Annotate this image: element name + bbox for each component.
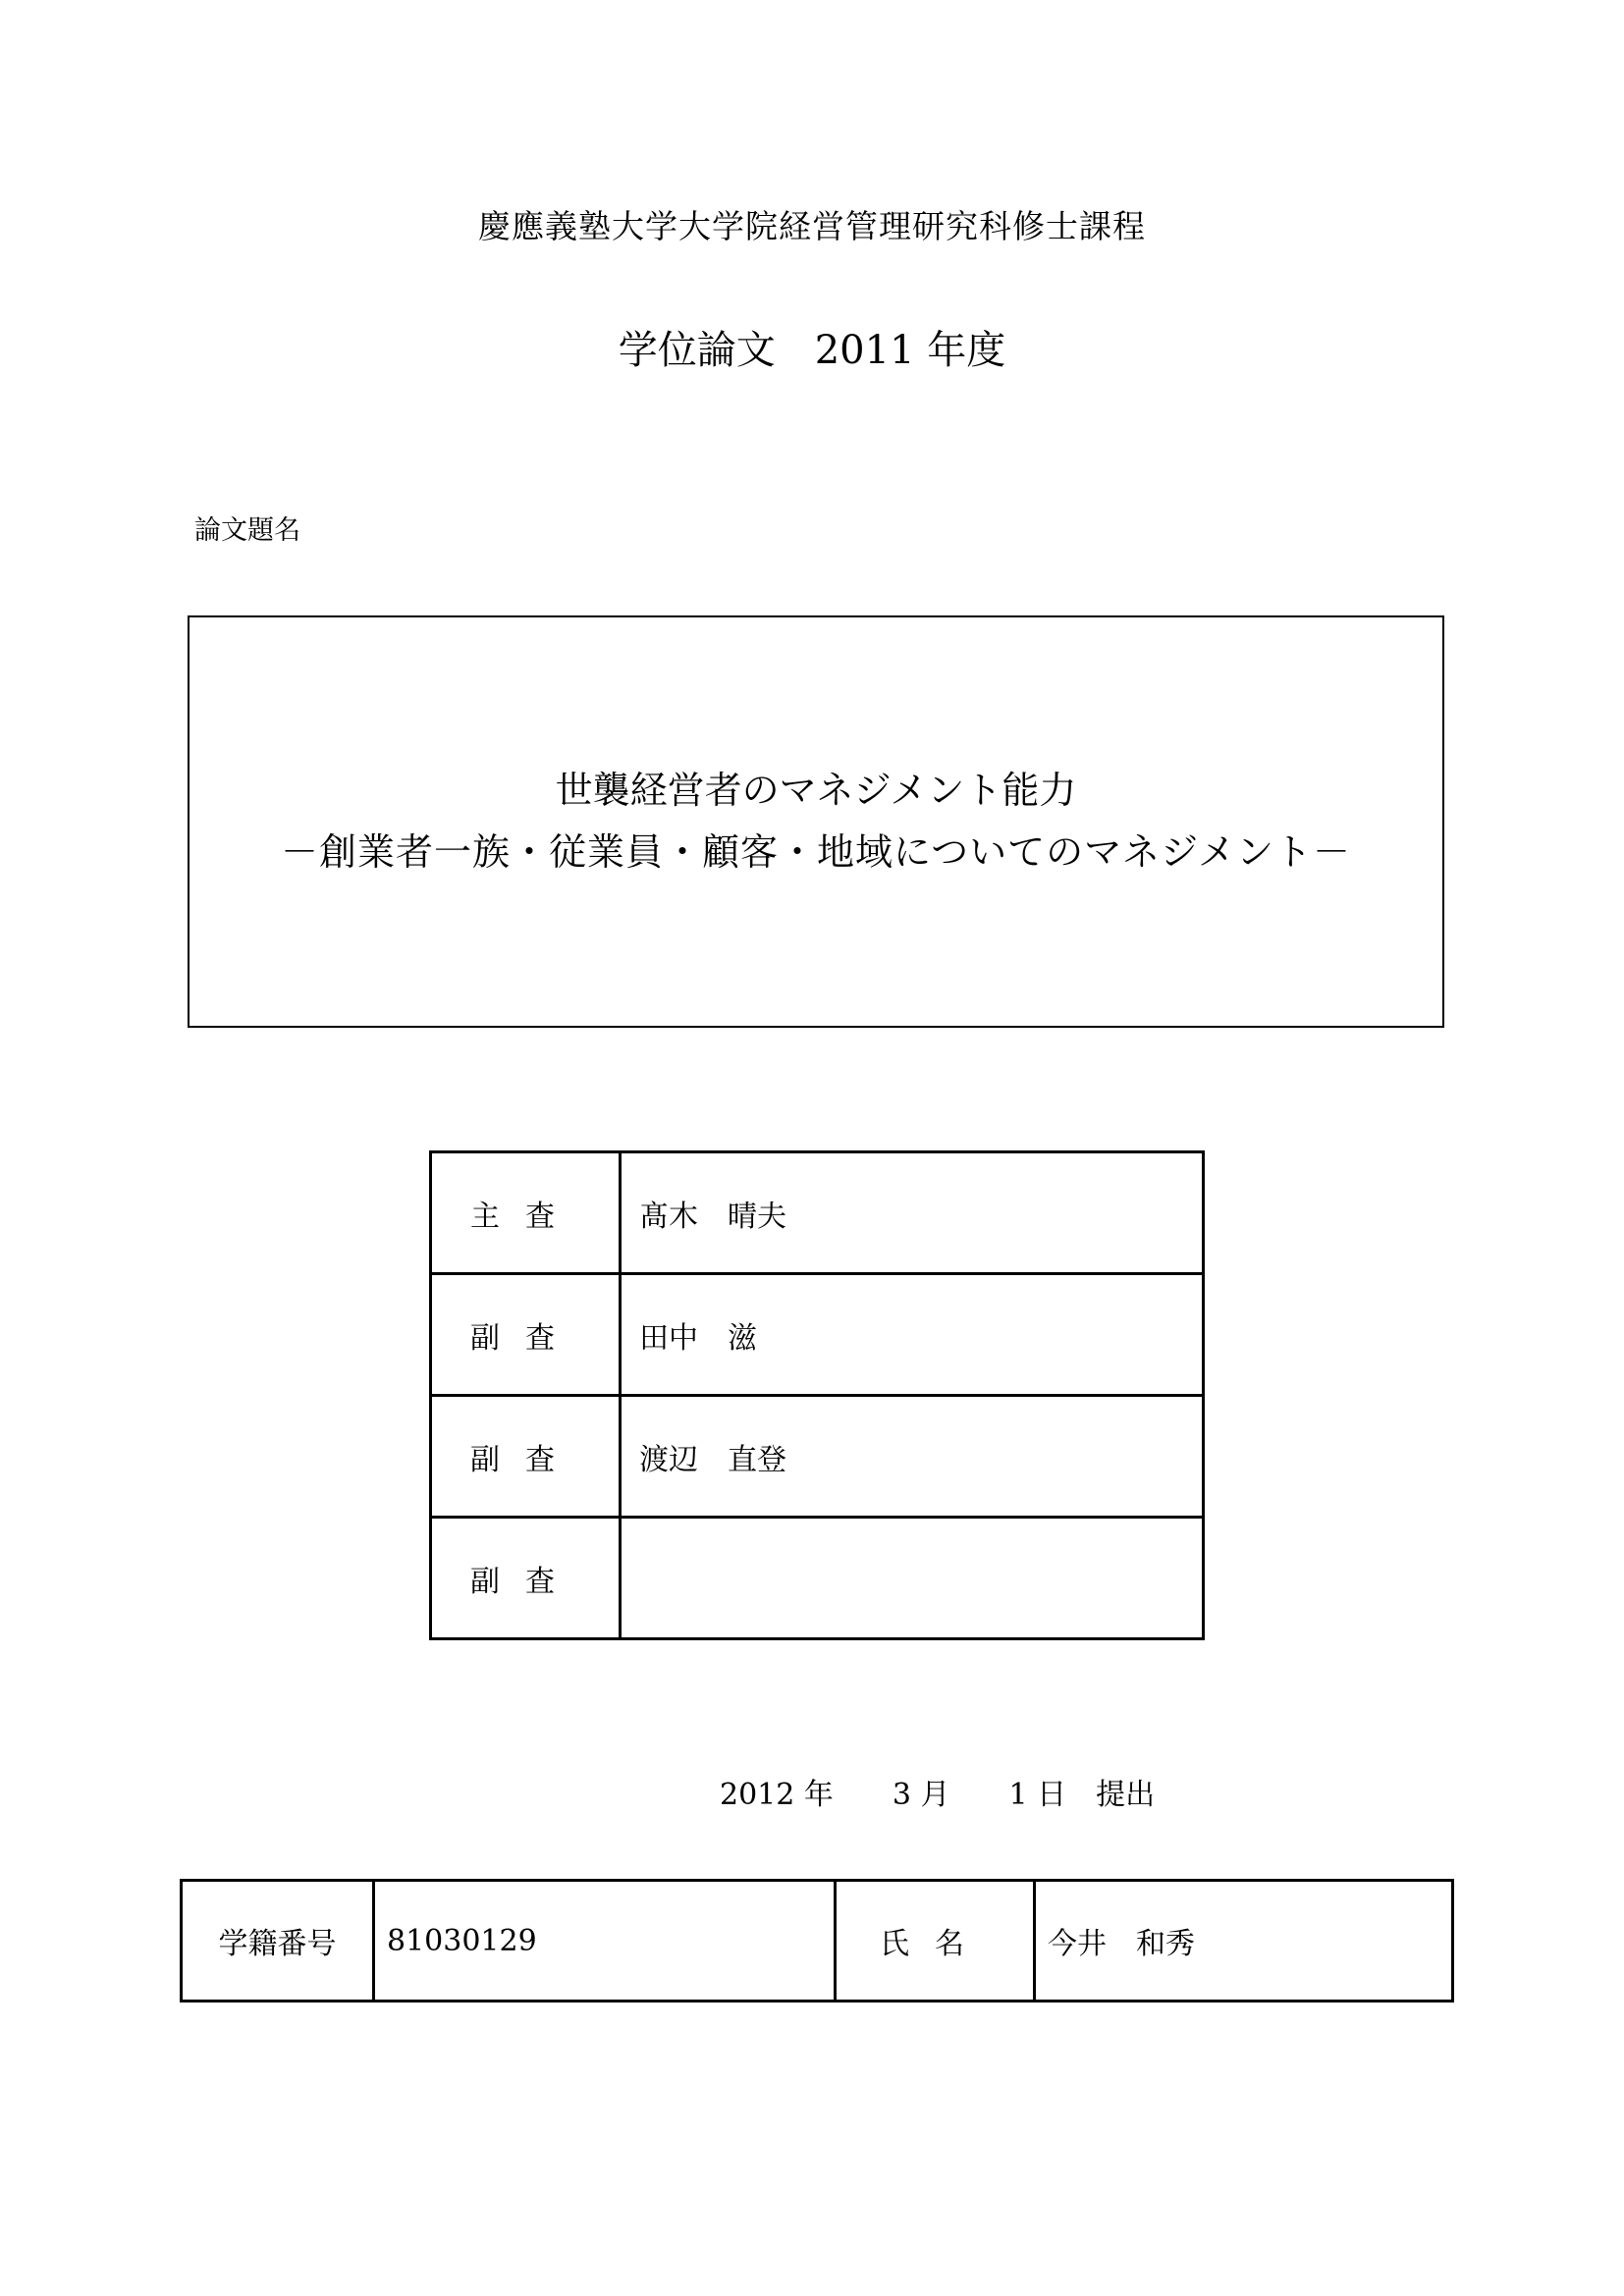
examiner-role: 主査 <box>431 1152 621 1274</box>
examiner-role: 副査 <box>431 1396 621 1518</box>
examiners-table <box>429 1150 1205 1640</box>
examiner-row <box>431 1152 1204 1274</box>
examiner-row <box>431 1396 1204 1518</box>
examiner-name <box>621 1518 1204 1639</box>
student-id-label: 学籍番号 <box>182 1881 374 2002</box>
degree-type: 学位論文 <box>618 328 776 373</box>
thesis-title-main: 世襲経営者のマネジメント能力 <box>555 769 1077 812</box>
student-info-row <box>182 1881 1453 2002</box>
student-name-value: 今井 和秀 <box>1035 1881 1453 2002</box>
examiner-row <box>431 1274 1204 1396</box>
examiner-name: 髙木 晴夫 <box>621 1152 1204 1274</box>
thesis-title-box <box>188 615 1444 1028</box>
examiner-row <box>431 1518 1204 1639</box>
thesis-title-subtitle: －創業者一族・従業員・顧客・地域についてのマネジメント－ <box>280 830 1352 874</box>
examiner-name: 渡辺 直登 <box>621 1396 1204 1518</box>
student-info-table <box>180 1879 1454 2002</box>
student-id-value: 81030129 <box>374 1881 836 2002</box>
thesis-title-label: 論文題名 <box>194 515 300 546</box>
submission-date: 2012 年 3 月 1 日 提出 <box>720 1778 1156 1812</box>
examiner-role: 副査 <box>431 1274 621 1396</box>
degree-line <box>0 319 1624 375</box>
academic-year: 2011 年度 <box>814 328 1006 373</box>
student-name-label: 氏名 <box>836 1881 1035 2002</box>
examiner-name: 田中 滋 <box>621 1274 1204 1396</box>
examiner-role: 副査 <box>431 1518 621 1639</box>
program-name: 慶應義塾大学大学院経営管理研究科修士課程 <box>478 207 1146 245</box>
